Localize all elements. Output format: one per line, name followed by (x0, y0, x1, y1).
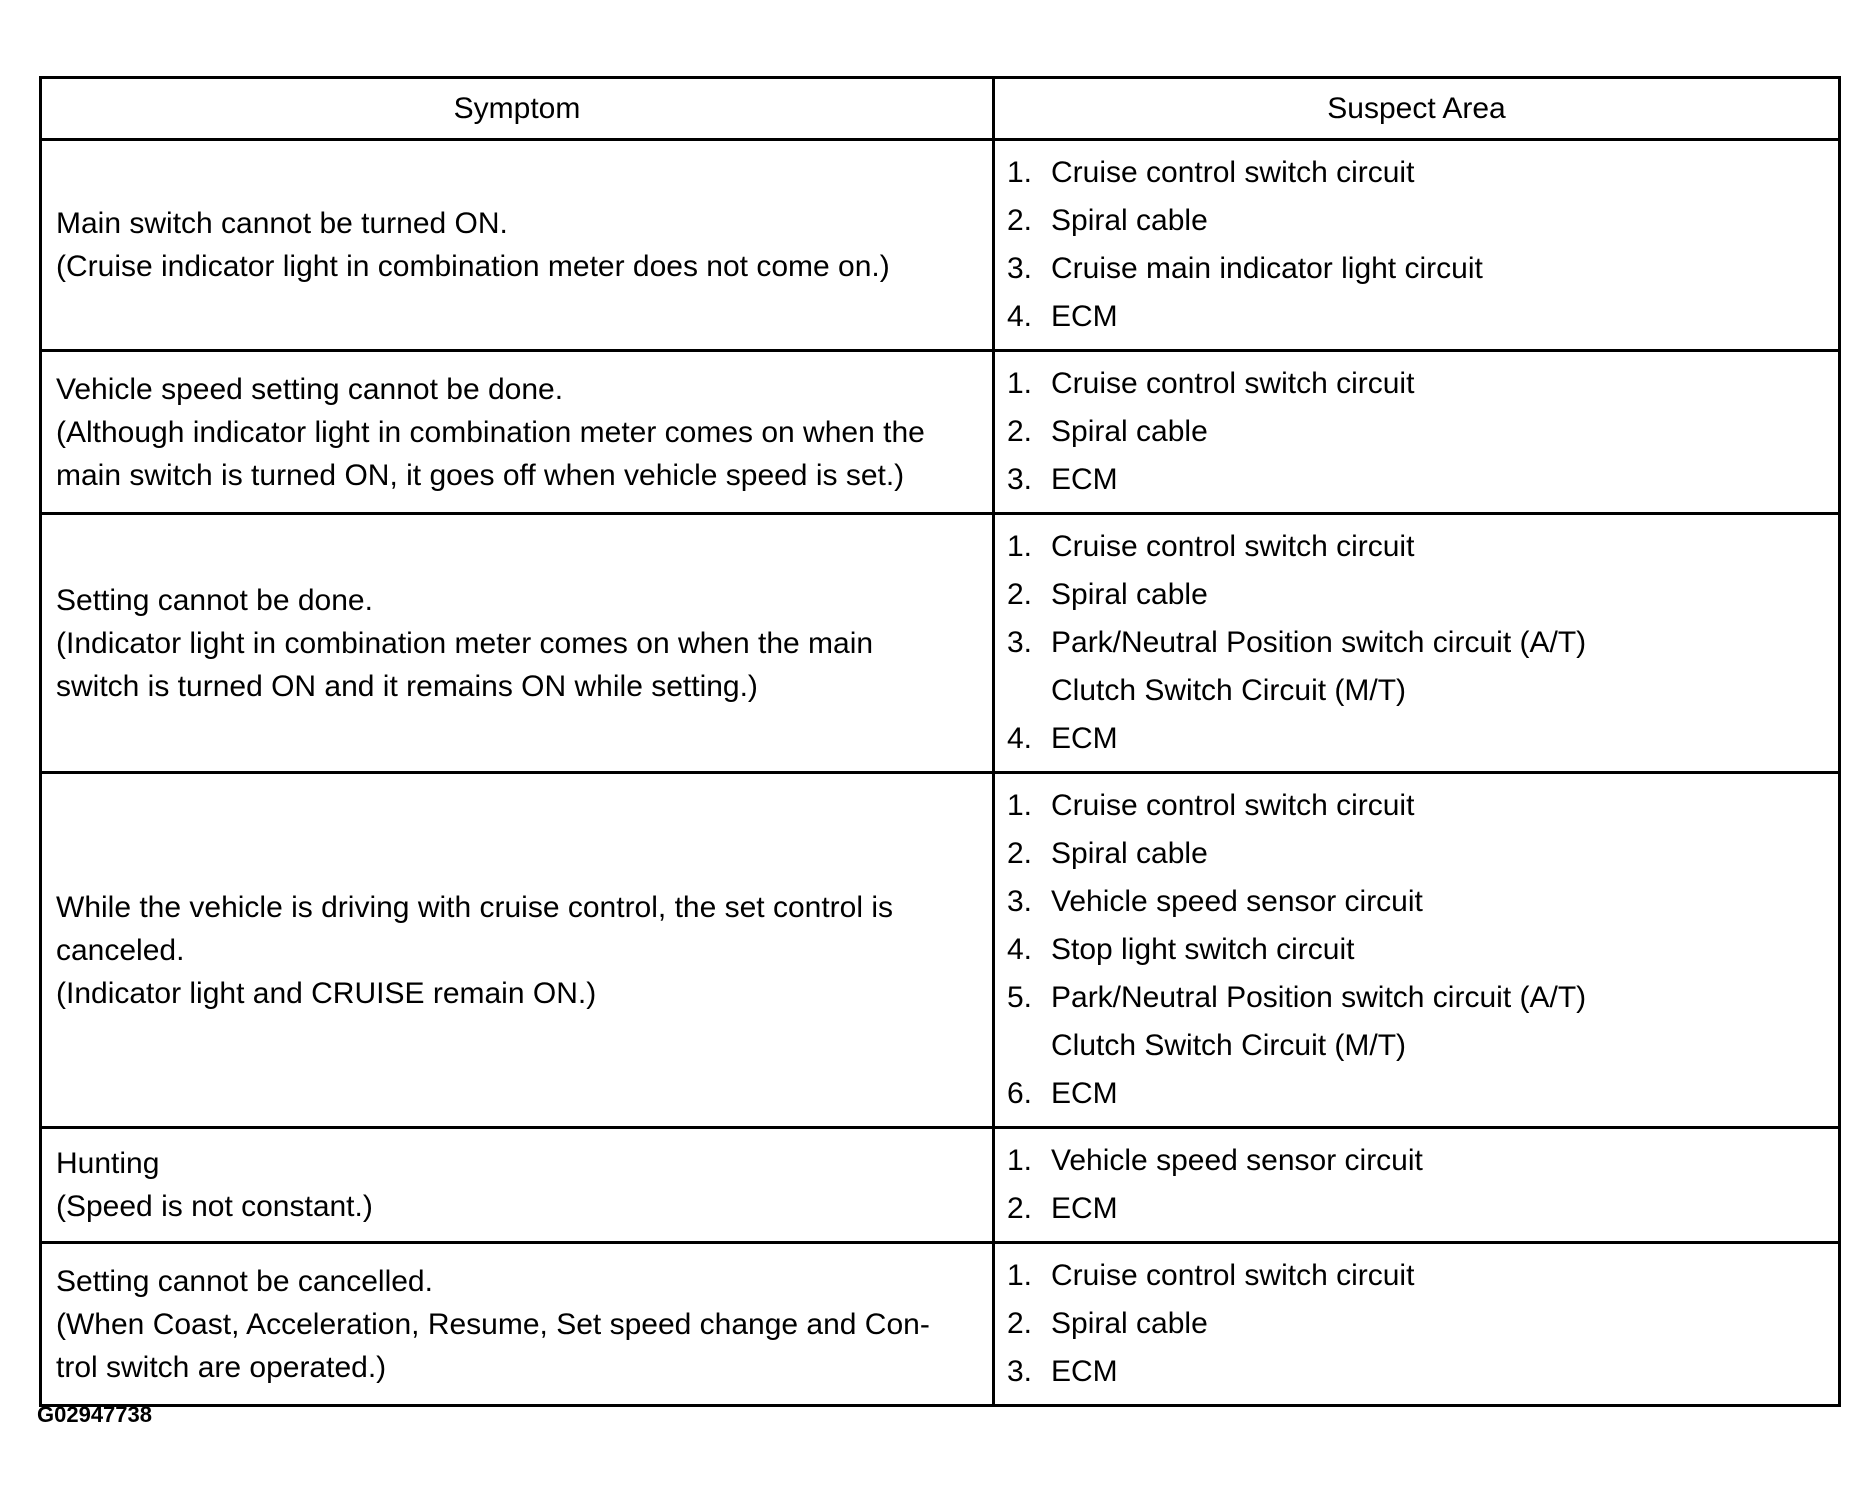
list-item (1007, 360, 1826, 408)
list-item-number: 6. (1007, 1077, 1033, 1110)
symptom-text-line: switch is turned ON and it remains ON while setting.) (56, 669, 758, 703)
list-item-text: Park/Neutral Position switch circuit (A/T) (1051, 626, 1587, 659)
list-item-number: 1. (1007, 156, 1033, 189)
suspect-area-cell (994, 514, 1840, 773)
table-row (41, 140, 1840, 351)
list-item-text: Spiral cable (1051, 578, 1208, 611)
symptom-text-line: Setting cannot be cancelled. (56, 1264, 433, 1298)
list-item (1007, 293, 1826, 341)
list-item-text: ECM (1051, 1192, 1118, 1225)
table-header-row (41, 78, 1840, 140)
list-item (1007, 523, 1826, 571)
table-row (41, 773, 1840, 1128)
list-item-number: 3. (1007, 626, 1033, 659)
symptom-text-line: Setting cannot be done. (56, 583, 373, 617)
list-item-number: 3. (1007, 885, 1033, 918)
list-item-number: 1. (1007, 789, 1033, 822)
list-item-number: 3. (1007, 252, 1033, 285)
symptom-column-header: Symptom (41, 78, 994, 140)
list-item (1007, 619, 1826, 715)
list-item-number: 5. (1007, 981, 1033, 1014)
list-item-number: 2. (1007, 1192, 1033, 1225)
symptom-text-line: main switch is turned ON, it goes off when vehicle speed is set.) (56, 458, 905, 492)
symptom-text-line: Hunting (56, 1147, 160, 1180)
suspect-area-cell (994, 351, 1840, 514)
suspect-area-cell (994, 140, 1840, 351)
list-item (1007, 1300, 1826, 1348)
symptom-text-line: (Cruise indicator light in combination meter does not come on.) (56, 250, 890, 283)
suspect-area-list (1007, 149, 1826, 341)
suspect-area-list (1007, 360, 1826, 504)
list-item-text: Cruise control switch circuit (1051, 530, 1415, 563)
symptom-text-line: (When Coast, Acceleration, Resume, Set speed change and Con- (56, 1307, 930, 1341)
list-item (1007, 878, 1826, 926)
list-item-number: 1. (1007, 1144, 1033, 1177)
list-item-text: Spiral cable (1051, 415, 1208, 448)
list-item (1007, 715, 1826, 763)
list-item (1007, 782, 1826, 830)
list-item-text: Cruise control switch circuit (1051, 789, 1415, 822)
list-item (1007, 408, 1826, 456)
suspect-area-list (1007, 782, 1826, 1118)
list-item-text: ECM (1051, 463, 1118, 496)
list-item (1007, 197, 1826, 245)
symptom-cell (41, 773, 994, 1128)
list-item (1007, 245, 1826, 293)
list-item-text: Spiral cable (1051, 837, 1208, 870)
symptom-text-line: trol switch are operated.) (56, 1350, 387, 1384)
list-item-number: 4. (1007, 933, 1033, 966)
suspect-area-cell (994, 1128, 1840, 1243)
symptom-text-line: While the vehicle is driving with cruise control, the set control is (56, 890, 894, 924)
figure-code: G02947738 (37, 1402, 152, 1427)
list-item-text: ECM (1051, 1077, 1118, 1110)
list-item-text: Cruise control switch circuit (1051, 1259, 1415, 1292)
symptom-cell (41, 140, 994, 351)
list-item-text: Vehicle speed sensor circuit (1051, 1144, 1423, 1177)
suspect-area-cell (994, 773, 1840, 1128)
table-row (41, 514, 1840, 773)
list-item-text: Park/Neutral Position switch circuit (A/T) (1051, 981, 1587, 1014)
table-row (41, 351, 1840, 514)
list-item-text: Stop light switch circuit (1051, 933, 1355, 966)
list-item (1007, 1185, 1826, 1233)
list-item-text: ECM (1051, 722, 1118, 755)
list-item-number: 4. (1007, 300, 1033, 333)
list-item-number: 2. (1007, 204, 1033, 237)
symptom-text-line: (Indicator light in combination meter comes on when the main (56, 626, 874, 660)
list-item (1007, 830, 1826, 878)
list-item (1007, 149, 1826, 197)
list-item-number: 3. (1007, 463, 1033, 496)
symptom-text-line: Vehicle speed setting cannot be done. (56, 372, 564, 406)
symptom-text-line: (Although indicator light in combination meter comes on when the (56, 415, 925, 449)
suspect-area-list (1007, 1252, 1826, 1396)
symptom-text-line: Main switch cannot be turned ON. (56, 207, 508, 240)
list-item-number: 2. (1007, 578, 1033, 611)
list-item (1007, 1070, 1826, 1118)
troubleshooting-table-container (39, 76, 1838, 1407)
table-body (41, 140, 1840, 1406)
list-item (1007, 926, 1826, 974)
symptom-cell (41, 351, 994, 514)
list-item-text: Cruise main indicator light circuit (1051, 252, 1483, 285)
list-item (1007, 1252, 1826, 1300)
suspect-area-list (1007, 1137, 1826, 1233)
symptom-text-line: canceled. (56, 933, 185, 967)
list-item (1007, 1348, 1826, 1396)
list-item-text: Vehicle speed sensor circuit (1051, 885, 1423, 918)
suspect-area-list (1007, 523, 1826, 763)
symptom-cell (41, 514, 994, 773)
list-item-text: Cruise control switch circuit (1051, 367, 1415, 400)
list-item-number: 1. (1007, 1259, 1033, 1292)
symptom-cell (41, 1128, 994, 1243)
symptom-text-line: (Speed is not constant.) (56, 1190, 373, 1223)
list-item-number: 4. (1007, 722, 1033, 755)
list-item (1007, 974, 1826, 1070)
list-item-number: 2. (1007, 415, 1033, 448)
symptom-cell (41, 1243, 994, 1406)
list-item-text: Spiral cable (1051, 1307, 1208, 1340)
list-item-text: Clutch Switch Circuit (M/T) (1051, 1029, 1407, 1062)
suspect-area-column-header: Suspect Area (994, 78, 1840, 140)
list-item-text: Cruise control switch circuit (1051, 156, 1415, 189)
list-item-text: ECM (1051, 300, 1118, 333)
list-item-number: 1. (1007, 367, 1033, 400)
symptom-table (39, 76, 1841, 1407)
suspect-area-cell (994, 1243, 1840, 1406)
list-item (1007, 571, 1826, 619)
list-item-number: 3. (1007, 1355, 1033, 1388)
list-item-number: 1. (1007, 530, 1033, 563)
symptom-text-line: (Indicator light and CRUISE remain ON.) (56, 976, 597, 1010)
list-item-number: 2. (1007, 837, 1033, 870)
list-item-text: Clutch Switch Circuit (M/T) (1051, 674, 1407, 707)
list-item-number: 2. (1007, 1307, 1033, 1340)
list-item-text: ECM (1051, 1355, 1118, 1388)
table-row (41, 1243, 1840, 1406)
list-item-text: Spiral cable (1051, 204, 1208, 237)
table-row (41, 1128, 1840, 1243)
list-item (1007, 456, 1826, 504)
list-item (1007, 1137, 1826, 1185)
